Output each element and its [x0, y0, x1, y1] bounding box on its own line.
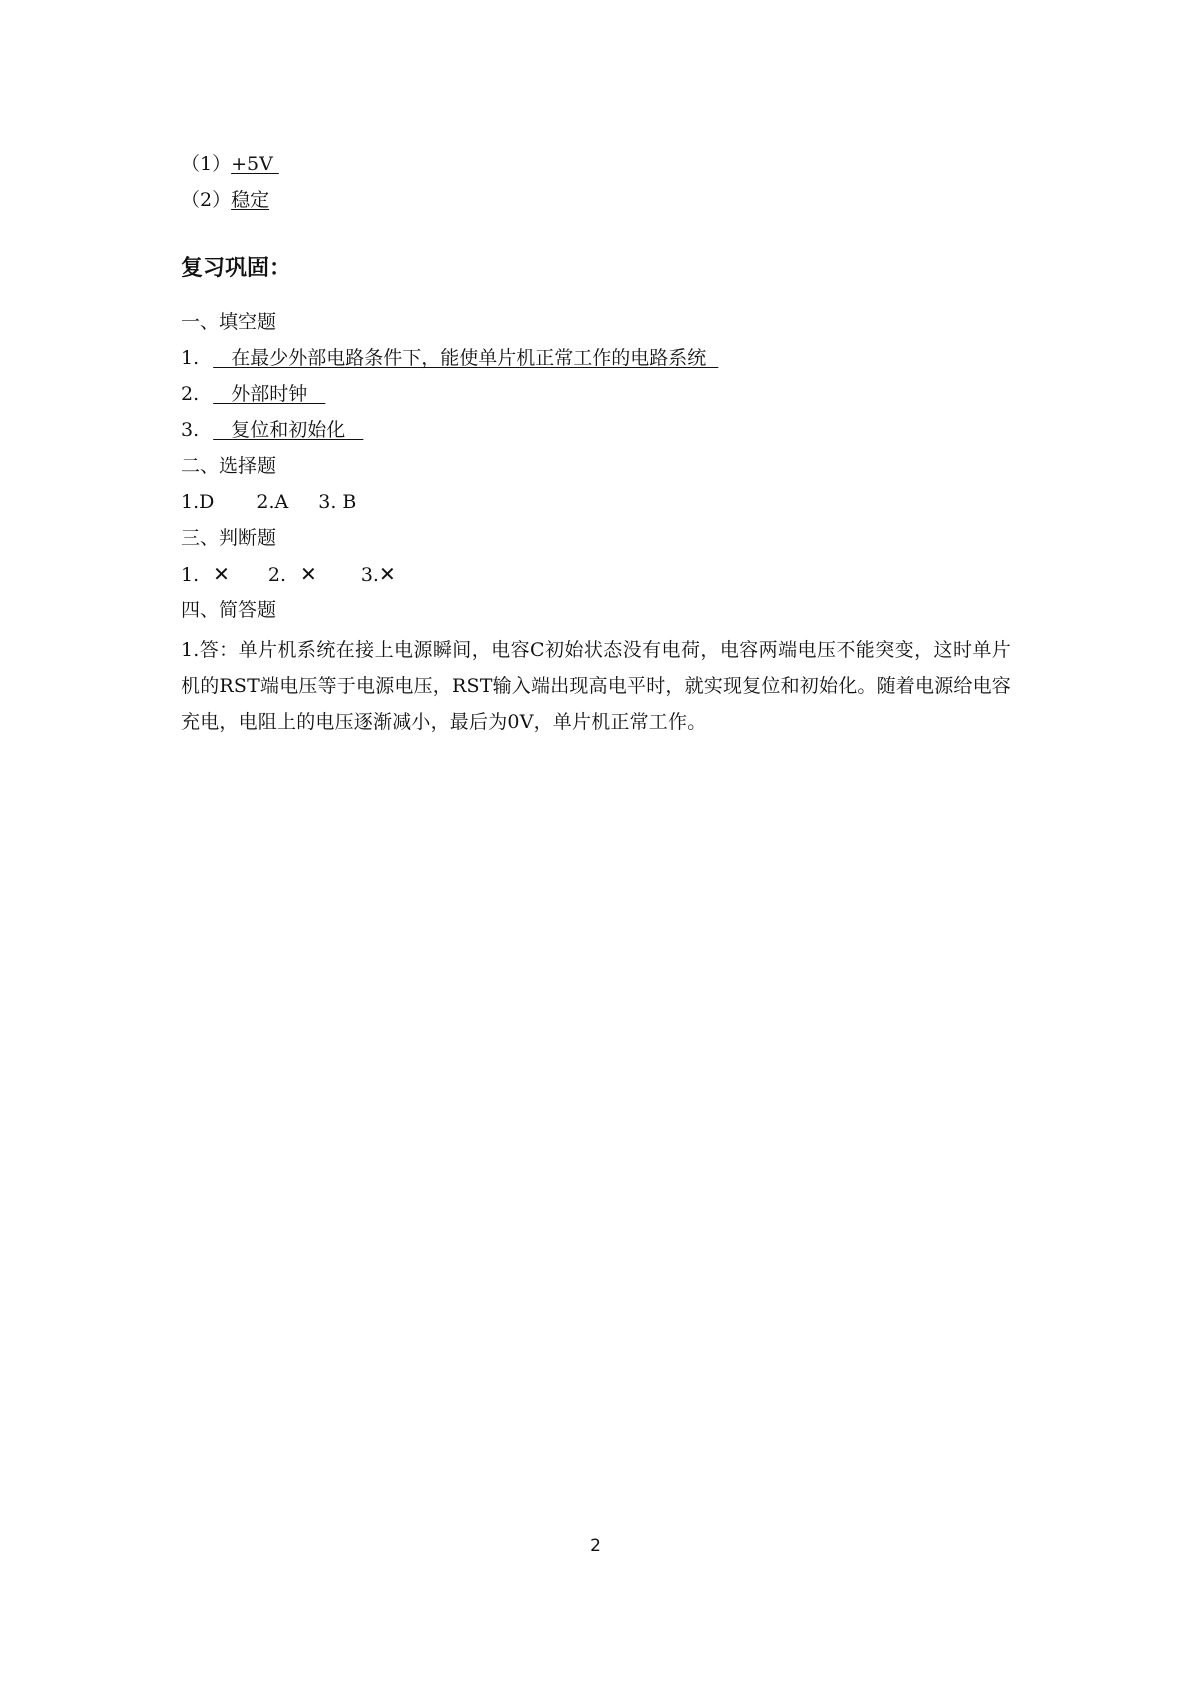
choice-answers	[181, 490, 356, 514]
cross-icon: ✕	[300, 562, 317, 586]
choice-section-title: 二、选择题	[181, 455, 277, 477]
judge-section-title: 三、判断题	[181, 527, 277, 549]
underlined-answer: 稳定	[231, 189, 270, 211]
choice-answer-1: 1.D	[181, 491, 215, 513]
answer-line-1	[181, 152, 279, 176]
section-heading: 复习巩固：	[181, 256, 292, 281]
cross-icon: ✕	[213, 562, 230, 586]
fill-item-3	[181, 418, 363, 442]
page-number: 2	[590, 1536, 601, 1556]
choice-answer-3: 3. B	[318, 491, 357, 513]
item-number: 3.	[360, 564, 379, 586]
underlined-answer: 复位和初始化	[213, 419, 364, 441]
cross-icon: ✕	[378, 562, 396, 586]
short-answer-paragraph: 1.答：单片机系统在接上电源瞬间，电容C初始状态没有电荷，电容两端电压不能突变，这时单片机的RST端电压等于电源电压，RST输入端出现高电平时，就实现复位和初始化。随着电源给电容充电，电阻上的电压逐渐减小，最后为0V，单片机正常工作。	[181, 639, 1011, 733]
item-prefix: （2）	[181, 189, 232, 211]
underlined-answer: 外部时钟	[213, 383, 326, 405]
item-number: 3.	[181, 419, 200, 441]
fill-section-title: 一、填空题	[181, 311, 277, 333]
judge-answers	[181, 562, 396, 587]
answer-line-2	[181, 188, 269, 212]
underlined-answer: +5V	[231, 153, 279, 175]
item-number: 1.	[181, 564, 200, 586]
underlined-answer: 在最少外部电路条件下，能使单片机正常工作的电路系统	[213, 347, 719, 369]
item-number: 2.	[181, 383, 200, 405]
fill-item-2	[181, 382, 325, 406]
short-section-title: 四、简答题	[181, 599, 277, 621]
item-prefix: （1）	[181, 153, 232, 175]
fill-item-1	[181, 346, 718, 370]
item-number: 2.	[267, 564, 287, 586]
choice-answer-2: 2.A	[256, 491, 289, 513]
item-number: 1.	[181, 347, 200, 369]
